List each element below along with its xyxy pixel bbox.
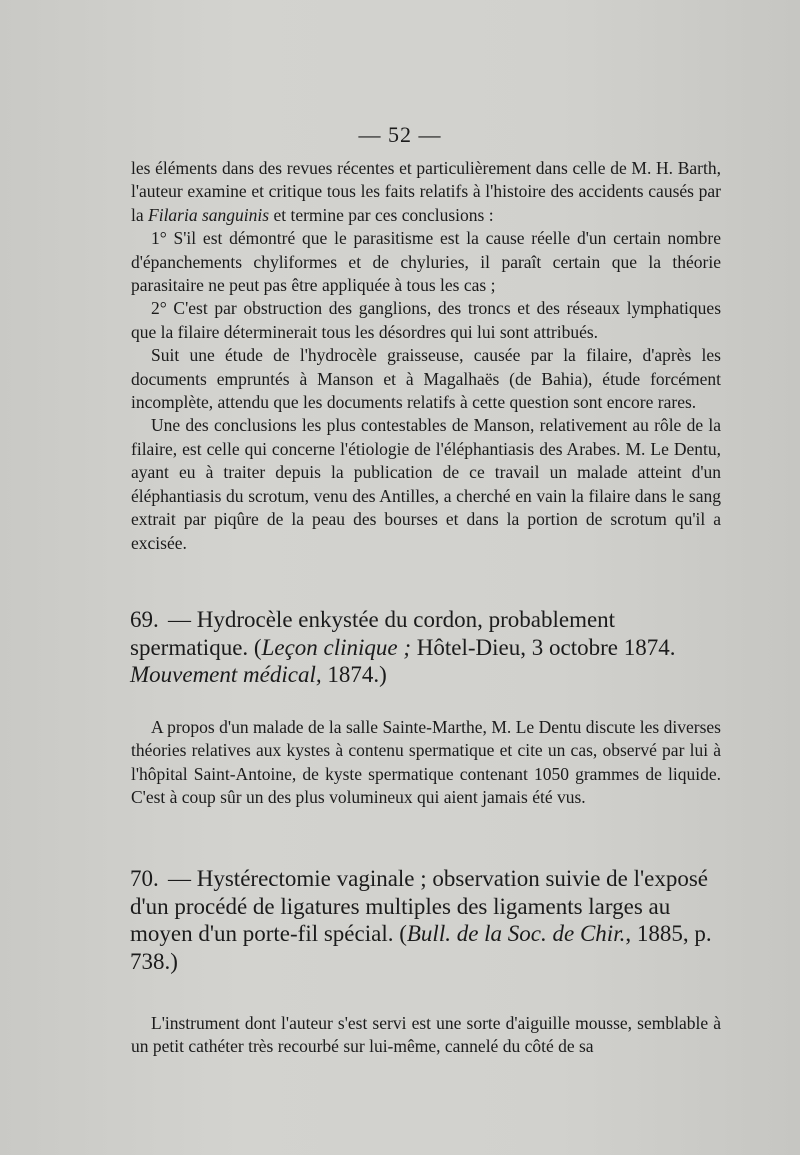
entry-70-journal: Bull. de la Soc. de Chir. [406, 921, 626, 946]
entry-69-summary [131, 716, 721, 810]
manson-paragraph: Une des conclusions les plus contestables de Manson, relativement au rôle de la filaire, est celle qui concerne l'étiologie de l'éléphantiasis des Arabes. M. Le Dentu, ayant eu à traiter depuis la publication de ce travail un malade atteint d'un éléphantiasis du scrotum, venu des Antilles, a cherché en vain la filaire dans le sang extrait par piqûre de la peau des bourses et dans la portion de scrotum qu'il a excisée. [131, 415, 721, 553]
entry-70-summary-text: L'instrument dont l'auteur s'est servi est une sorte d'aiguille mousse, semblable à un petit cathéter très recourbé sur lui-même, cannelé du côté de sa [131, 1013, 721, 1057]
intro-text-end: et termine par ces conclusions : [269, 204, 494, 225]
entry-69-heading [130, 606, 730, 689]
entry-69-title [130, 606, 730, 689]
entry-70-title [130, 865, 730, 975]
filaria-term: Filaria sanguinis [148, 204, 270, 225]
entry-70-title-text: — Hystérectomie vaginale ; observation suivie de l'exposé d'un procédé de ligatures multiples des ligaments larges au moyen d'un porte-fil spécial. ( [130, 866, 709, 946]
entry-70-number: 70. [130, 866, 159, 891]
hydrocele-paragraph: Suit une étude de l'hydrocèle graisseuse, causée par la filaire, d'après les documents empruntés à Manson et à Magalhaës (de Bahia), étude forcément incomplète, attendu que les documents relatifs à cette question sont encore rares. [131, 345, 721, 413]
entry-69-journal: Mouvement médical, [130, 662, 322, 687]
entry-69-year: 1874.) [321, 662, 387, 687]
entry-70-heading [130, 865, 730, 975]
entry-69-source: Leçon clinique ; [261, 634, 412, 660]
entry-69-number: 69. [130, 607, 159, 632]
intro-text: les éléments dans des revues récentes et particulièrement dans celle de M. H. Barth, l'auteur examine et critique tous les faits relatifs à l'histoire des accidents causés par la [131, 158, 721, 225]
entry-70-year-page: , 1885, p. 738.) [130, 921, 712, 974]
entry-70-summary [131, 1012, 721, 1059]
entry-69-place-date: Hôtel-Dieu, 3 octobre 1874. [411, 634, 676, 660]
page-number: — 52 — [358, 122, 442, 147]
intro-paragraph [131, 157, 721, 227]
entry-69-summary-text: A propos d'un malade de la salle Sainte-Marthe, M. Le Dentu discute les diverses théories relatives aux kystes à contenu spermatique et cite un cas, observé par lui à l'hôpital Saint-Antoine, de kyste spermatique contenant 1050 grammes de liquide. C'est à coup sûr un des plus volumineux qui aient jamais été vus. [131, 717, 721, 808]
intro-section [131, 157, 721, 555]
conclusion-1: 1° S'il est démontré que le parasitisme est la cause réelle d'un certain nombre d'épanchements chyliformes et de chyluries, il paraît certain que la théorie parasitaire ne peut pas être appliquée à tous les cas ; [131, 228, 721, 296]
conclusion-2: 2° C'est par obstruction des ganglions, des troncs et des réseaux lymphatiques que la filaire déterminerait tous les désordres qui lui sont attribués. [131, 298, 721, 342]
entry-69-title-text: — Hydrocèle enkystée du cordon, probablement spermatique. ( [130, 607, 616, 660]
